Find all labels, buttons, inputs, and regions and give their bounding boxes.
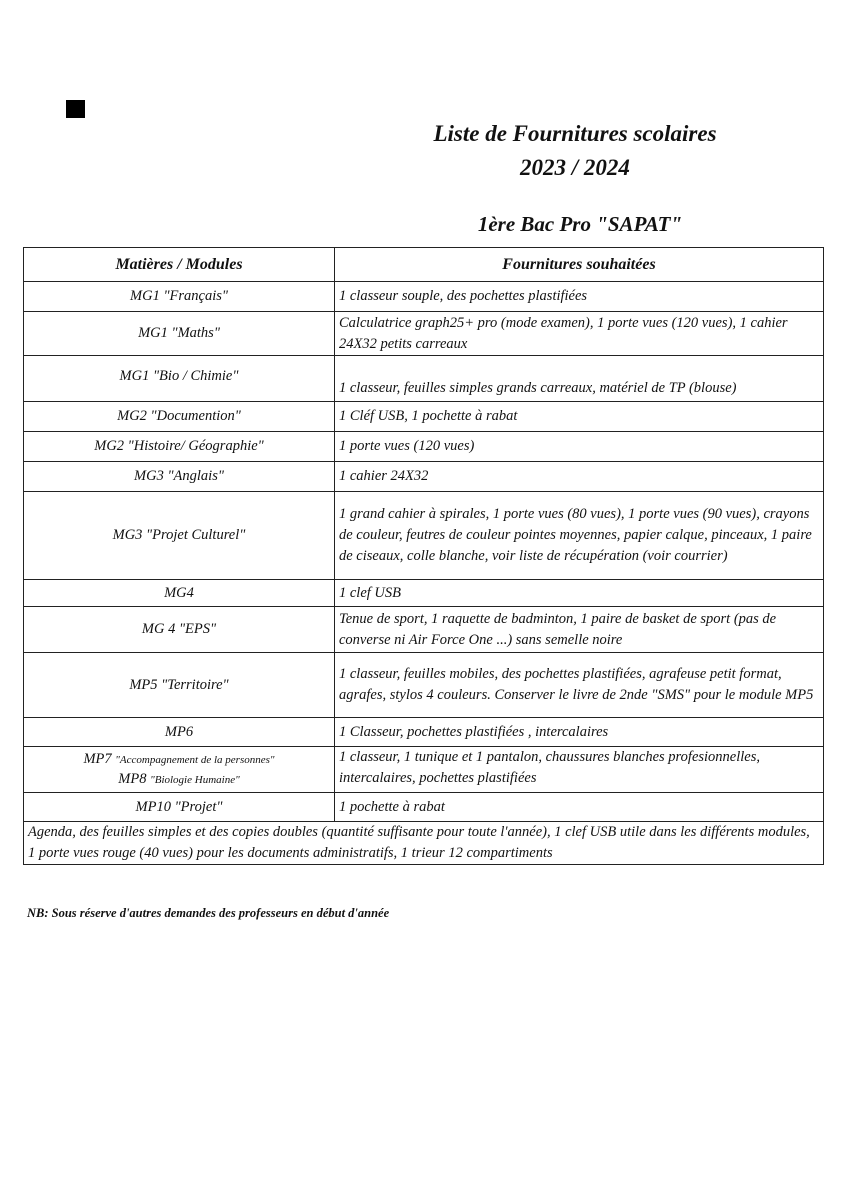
table-row — [24, 432, 824, 462]
module-cell: MG4 — [24, 580, 335, 607]
module-name: "Biologie Humaine" — [150, 773, 240, 786]
black-square-mark — [66, 100, 85, 118]
module-cell: MG2 "Histoire/ Géographie" — [24, 432, 335, 462]
class-subtitle: 1ère Bac Pro "SAPAT" — [477, 212, 683, 236]
table-row — [24, 793, 824, 822]
table-row — [24, 312, 824, 356]
supplies-cell: 1 clef USB — [335, 580, 824, 607]
table-row — [24, 462, 824, 492]
table-row — [24, 653, 824, 718]
module-code: MP7 — [83, 750, 112, 767]
supplies-cell: 1 Classeur, pochettes plastifiées , intercalaires — [335, 718, 824, 747]
module-cell: MG1 "Français" — [24, 282, 335, 312]
supplies-cell: 1 classeur souple, des pochettes plastifiées — [335, 282, 824, 312]
table-row — [24, 747, 824, 793]
school-year: 2023 / 2024 — [520, 155, 630, 180]
supplies-cell: 1 porte vues (120 vues) — [335, 432, 824, 462]
module-cell: MG 4 "EPS" — [24, 607, 335, 653]
supplies-cell: 1 classeur, feuilles simples grands carreaux, matériel de TP (blouse) — [335, 356, 824, 402]
module-cell: MG3 "Projet Culturel" — [24, 492, 335, 580]
column-header-module: Matières / Modules — [24, 248, 335, 282]
general-supplies-note: Agenda, des feuilles simples et des copies doubles (quantité suffisante pour toute l'année), 1 clef USB utile dans les différents modules, 1 porte vues rouge (40 vues) pour les documents administratifs, 1 trieur 12 compartiments — [24, 822, 824, 865]
supplies-cell: 1 Cléf USB, 1 pochette à rabat — [335, 402, 824, 432]
column-header-supplies: Fournitures souhaitées — [335, 248, 824, 282]
module-cell: MG1 "Bio / Chimie" — [24, 356, 335, 402]
module-cell: MG1 "Maths" — [24, 312, 335, 356]
table-row — [24, 492, 824, 580]
supplies-cell: 1 classeur, 1 tunique et 1 pantalon, chaussures blanches profesionnelles, intercalaires, pochettes plastifiées — [335, 747, 824, 793]
supplies-cell: 1 cahier 24X32 — [335, 462, 824, 492]
module-cell: MP5 "Territoire" — [24, 653, 335, 718]
supplies-cell: 1 classeur, feuilles mobiles, des pochettes plastifiées, agrafeuse petit format, agrafes, stylos 4 couleurs. Conserver le livre de 2nde "SMS" pour le module MP5 — [335, 653, 824, 718]
supplies-cell: 1 pochette à rabat — [335, 793, 824, 822]
supplies-cell: 1 grand cahier à spirales, 1 porte vues (80 vues), 1 porte vues (90 vues), crayons de couleur, feutres de couleur pointes moyennes, papier calque, pinceaux, 1 paire de ciseaux, colle blanche, voir liste de récupération (voir courrier) — [335, 492, 824, 580]
module-cell: MG2 "Documention" — [24, 402, 335, 432]
table-row — [24, 402, 824, 432]
supplies-cell: Tenue de sport, 1 raquette de badminton, 1 paire de basket de sport (pas de converse ni Air Force One ...) sans semelle noire — [335, 607, 824, 653]
module-cell: MP10 "Projet" — [24, 793, 335, 822]
module-cell: MG3 "Anglais" — [24, 462, 335, 492]
table-row — [24, 356, 824, 402]
module-cell: MP6 — [24, 718, 335, 747]
table-header-row — [24, 248, 824, 282]
module-code: MP8 — [118, 770, 147, 787]
module-name: "Accompagnement de la personnes" — [115, 753, 275, 766]
table-footer-row — [24, 822, 824, 865]
module-cell — [24, 747, 335, 793]
footnote: NB: Sous réserve d'autres demandes des professeurs en début d'année — [27, 906, 390, 920]
table-row — [24, 607, 824, 653]
page-title: Liste de Fournitures scolaires — [433, 121, 717, 146]
supplies-cell: Calculatrice graph25+ pro (mode examen), 1 porte vues (120 vues), 1 cahier 24X32 petits carreaux — [335, 312, 824, 356]
table-row — [24, 282, 824, 312]
supplies-table — [23, 247, 824, 865]
table-row — [24, 580, 824, 607]
table-row — [24, 718, 824, 747]
